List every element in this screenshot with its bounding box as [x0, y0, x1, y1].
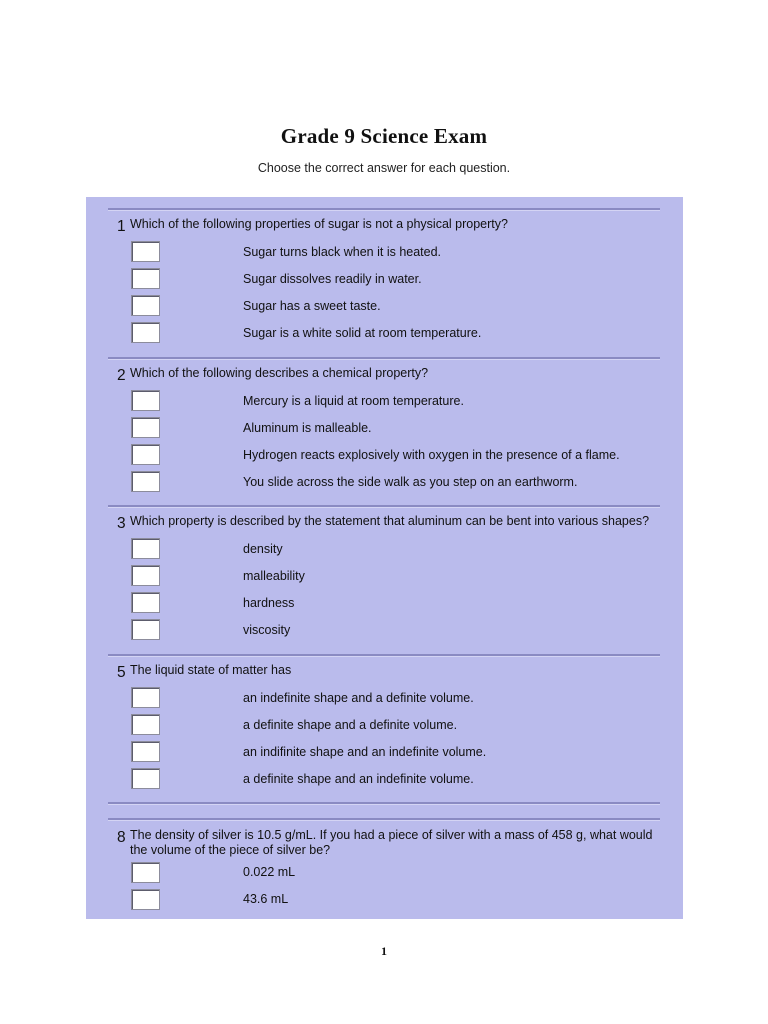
answer-checkbox[interactable] [131, 390, 160, 411]
question-number: 5 [117, 664, 126, 681]
answer-option-text: Hydrogen reacts explosively with oxygen in the presence of a flame. [243, 448, 620, 462]
answer-option-text: 43.6 mL [243, 892, 289, 906]
question-text: Which of the following describes a chemical property? [130, 366, 429, 380]
answer-checkbox[interactable] [131, 241, 160, 262]
question-number: 1 [117, 218, 126, 235]
answer-checkbox[interactable] [131, 687, 160, 708]
answer-checkbox[interactable] [131, 862, 160, 883]
answer-checkbox[interactable] [131, 444, 160, 465]
answer-option-text: 0.022 mL [243, 865, 296, 879]
answer-checkbox[interactable] [131, 471, 160, 492]
question-text: Which property is described by the statement that aluminum can be bent into various shapes? [130, 514, 650, 528]
exam-title: Grade 9 Science Exam [280, 124, 488, 148]
question-separator [108, 357, 660, 360]
answer-checkbox[interactable] [131, 889, 160, 910]
answer-option-text: You slide across the side walk as you step on an earthworm. [243, 475, 578, 489]
answer-checkbox[interactable] [131, 619, 160, 640]
answer-option-text: hardness [243, 596, 295, 610]
question-separator [108, 802, 660, 805]
question-text: The liquid state of matter has [130, 663, 292, 677]
answer-option-text: Mercury is a liquid at room temperature. [243, 394, 464, 408]
question-number: 2 [117, 367, 126, 384]
question-separator [108, 818, 660, 821]
answer-checkbox[interactable] [131, 538, 160, 559]
question-panel [86, 197, 683, 919]
answer-option-text: Sugar dissolves readily in water. [243, 272, 422, 286]
answer-option-text: Sugar has a sweet taste. [243, 299, 381, 313]
question-text: Which of the following properties of sugar is not a physical property? [130, 217, 508, 231]
answer-option-text: Aluminum is malleable. [243, 421, 372, 435]
question-number: 8 [117, 829, 126, 846]
question-separator [108, 505, 660, 508]
question-separator [108, 654, 660, 657]
answer-option-text: Sugar turns black when it is heated. [243, 245, 442, 259]
question-number: 3 [117, 515, 126, 532]
answer-checkbox[interactable] [131, 768, 160, 789]
answer-option-text: an indifinite shape and an indefinite volume. [243, 745, 487, 759]
answer-option-text: a definite shape and a definite volume. [243, 718, 458, 732]
answer-checkbox[interactable] [131, 714, 160, 735]
answer-option-text: malleability [243, 569, 305, 583]
answer-option-text: an indefinite shape and a definite volume. [243, 691, 474, 705]
exam-instructions: Choose the correct answer for each question. [257, 161, 511, 175]
answer-checkbox[interactable] [131, 417, 160, 438]
answer-option-text: density [243, 542, 283, 556]
answer-option-text: viscosity [243, 623, 291, 637]
question-separator [108, 208, 660, 211]
question-text: The density of silver is 10.5 g/mL. If you had a piece of silver with a mass of 458 g, what would the volume of the piece of silver be? [130, 828, 653, 857]
answer-checkbox[interactable] [131, 565, 160, 586]
page-number: 1 [381, 944, 387, 958]
answer-option-text: Sugar is a white solid at room temperature. [243, 326, 482, 340]
answer-checkbox[interactable] [131, 741, 160, 762]
answer-checkbox[interactable] [131, 592, 160, 613]
answer-checkbox[interactable] [131, 268, 160, 289]
answer-checkbox[interactable] [131, 295, 160, 316]
answer-option-text: a definite shape and an indefinite volume. [243, 772, 474, 786]
answer-checkbox[interactable] [131, 322, 160, 343]
